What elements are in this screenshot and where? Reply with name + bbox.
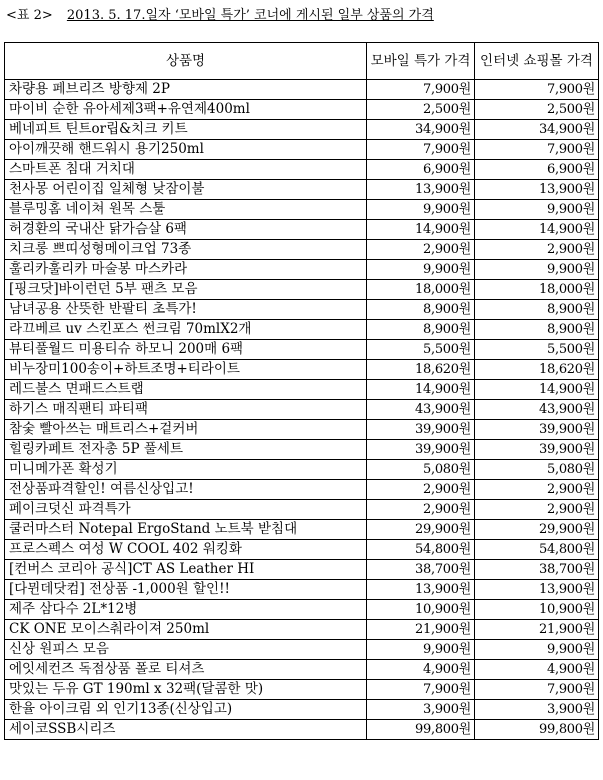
online-price-cell: 29,900원 <box>475 520 599 540</box>
online-price-cell: 7,900원 <box>475 680 599 700</box>
header-online-price: 인터넷 쇼핑몰 가격 <box>475 43 599 80</box>
table-row <box>5 600 599 620</box>
mobile-price-cell: 5,500원 <box>367 340 475 360</box>
header-mobile-price: 모바일 특가 가격 <box>367 43 475 80</box>
table-title: 2013. 5. 17.일자 ‘모바일 특가’ 코너에 게시된 일부 상품의 가격 <box>66 8 434 23</box>
product-name-cell: 차량용 페브리즈 방향제 2P <box>5 80 367 100</box>
product-name-cell: 세이코SSB시리즈 <box>5 720 367 740</box>
product-name-cell: 미니메가폰 확성기 <box>5 460 367 480</box>
mobile-price-cell: 8,900원 <box>367 320 475 340</box>
product-name-cell: CK ONE 모이스춰라이져 250ml <box>5 620 367 640</box>
mobile-price-cell: 3,900원 <box>367 700 475 720</box>
table-row <box>5 300 599 320</box>
table-row <box>5 660 599 680</box>
mobile-price-cell: 7,900원 <box>367 80 475 100</box>
product-name-cell: 프로스펙스 여성 W COOL 402 워킹화 <box>5 540 367 560</box>
product-name-cell: [다뮌데닷컴] 전상품 -1,000원 할인!! <box>5 580 367 600</box>
table-row <box>5 100 599 120</box>
product-name-cell: [컨버스 코리아 공식]CT AS Leather HI <box>5 560 367 580</box>
table-row <box>5 620 599 640</box>
online-price-cell: 34,900원 <box>475 120 599 140</box>
table-row <box>5 700 599 720</box>
header-product-name: 상품명 <box>5 43 367 80</box>
online-price-cell: 5,500원 <box>475 340 599 360</box>
product-name-cell: 스마트폰 침대 거치대 <box>5 160 367 180</box>
online-price-cell: 9,900원 <box>475 640 599 660</box>
mobile-price-cell: 34,900원 <box>367 120 475 140</box>
product-name-cell: 허경환의 국내산 닭가슴살 6팩 <box>5 220 367 240</box>
online-price-cell: 2,900원 <box>475 500 599 520</box>
product-name-cell: 마이비 순한 유아세제3팩+유연제400ml <box>5 100 367 120</box>
online-price-cell: 14,900원 <box>475 220 599 240</box>
product-name-cell: 아이깨끗해 핸드워시 용기250ml <box>5 140 367 160</box>
product-name-cell: 페이크덧신 파격특가 <box>5 500 367 520</box>
mobile-price-cell: 9,900원 <box>367 260 475 280</box>
product-name-cell: 뷰티풀월드 미용티슈 하모니 200매 6팩 <box>5 340 367 360</box>
mobile-price-cell: 13,900원 <box>367 580 475 600</box>
mobile-price-cell: 6,900원 <box>367 160 475 180</box>
product-name-cell: 쿨러마스터 Notepal ErgoStand 노트북 받침대 <box>5 520 367 540</box>
mobile-price-cell: 38,700원 <box>367 560 475 580</box>
mobile-price-cell: 5,080원 <box>367 460 475 480</box>
table-row <box>5 540 599 560</box>
online-price-cell: 9,900원 <box>475 260 599 280</box>
online-price-cell: 2,900원 <box>475 240 599 260</box>
online-price-cell: 39,900원 <box>475 440 599 460</box>
table-row <box>5 280 599 300</box>
table-row <box>5 720 599 740</box>
mobile-price-cell: 10,900원 <box>367 600 475 620</box>
mobile-price-cell: 7,900원 <box>367 680 475 700</box>
online-price-cell: 13,900원 <box>475 180 599 200</box>
product-name-cell: 제주 삼다수 2L*12병 <box>5 600 367 620</box>
online-price-cell: 13,900원 <box>475 580 599 600</box>
mobile-price-cell: 7,900원 <box>367 140 475 160</box>
online-price-cell: 2,500원 <box>475 100 599 120</box>
product-name-cell: 참숯 빨아쓰는 매트리스+겉커버 <box>5 420 367 440</box>
online-price-cell: 8,900원 <box>475 300 599 320</box>
mobile-price-cell: 14,900원 <box>367 380 475 400</box>
mobile-price-cell: 39,900원 <box>367 420 475 440</box>
table-body <box>5 80 599 740</box>
online-price-cell: 5,080원 <box>475 460 599 480</box>
product-name-cell: [핑크닷]바이런던 5부 팬츠 모음 <box>5 280 367 300</box>
table-row <box>5 440 599 460</box>
mobile-price-cell: 18,620원 <box>367 360 475 380</box>
table-row <box>5 340 599 360</box>
product-name-cell: 에잇세컨즈 독점상품 폴로 티셔츠 <box>5 660 367 680</box>
table-row <box>5 580 599 600</box>
online-price-cell: 8,900원 <box>475 320 599 340</box>
mobile-price-cell: 2,500원 <box>367 100 475 120</box>
table-row <box>5 460 599 480</box>
mobile-price-cell: 18,000원 <box>367 280 475 300</box>
table-row <box>5 480 599 500</box>
product-name-cell: 레드불스 면패드스트랩 <box>5 380 367 400</box>
price-table <box>4 42 599 740</box>
product-name-cell: 비누장미100송이+하트조명+티라이트 <box>5 360 367 380</box>
table-row <box>5 420 599 440</box>
header-row <box>5 43 599 80</box>
mobile-price-cell: 2,900원 <box>367 500 475 520</box>
table-row <box>5 240 599 260</box>
product-name-cell: 치크롱 쁘띠성형메이크업 73종 <box>5 240 367 260</box>
table-row <box>5 180 599 200</box>
table-row <box>5 560 599 580</box>
mobile-price-cell: 13,900원 <box>367 180 475 200</box>
online-price-cell: 21,900원 <box>475 620 599 640</box>
table-row <box>5 220 599 240</box>
product-name-cell: 남녀공용 산뜻한 반팔티 초특가! <box>5 300 367 320</box>
table-row <box>5 680 599 700</box>
table-row <box>5 160 599 180</box>
online-price-cell: 54,800원 <box>475 540 599 560</box>
mobile-price-cell: 43,900원 <box>367 400 475 420</box>
product-name-cell: 블루밍홈 네이쳐 원목 스툴 <box>5 200 367 220</box>
product-name-cell: 훌리카훌리카 마술봉 마스카라 <box>5 260 367 280</box>
online-price-cell: 7,900원 <box>475 140 599 160</box>
table-row <box>5 320 599 340</box>
online-price-cell: 4,900원 <box>475 660 599 680</box>
table-row <box>5 500 599 520</box>
online-price-cell: 9,900원 <box>475 200 599 220</box>
table-row <box>5 640 599 660</box>
product-name-cell: 천사몽 어린이집 일체형 낮잠이불 <box>5 180 367 200</box>
online-price-cell: 10,900원 <box>475 600 599 620</box>
mobile-price-cell: 29,900원 <box>367 520 475 540</box>
table-row <box>5 140 599 160</box>
table-number: <표 2> <box>6 8 53 23</box>
table-row <box>5 520 599 540</box>
table-row <box>5 400 599 420</box>
table-row <box>5 260 599 280</box>
mobile-price-cell: 21,900원 <box>367 620 475 640</box>
online-price-cell: 6,900원 <box>475 160 599 180</box>
product-name-cell: 전상품파격할인! 여름신상입고! <box>5 480 367 500</box>
mobile-price-cell: 14,900원 <box>367 220 475 240</box>
product-name-cell: 하기스 매직팬티 파티팩 <box>5 400 367 420</box>
online-price-cell: 2,900원 <box>475 480 599 500</box>
online-price-cell: 99,800원 <box>475 720 599 740</box>
online-price-cell: 3,900원 <box>475 700 599 720</box>
table-row <box>5 120 599 140</box>
online-price-cell: 43,900원 <box>475 400 599 420</box>
online-price-cell: 14,900원 <box>475 380 599 400</box>
product-name-cell: 힐링카페트 전자총 5P 풀세트 <box>5 440 367 460</box>
online-price-cell: 39,900원 <box>475 420 599 440</box>
mobile-price-cell: 8,900원 <box>367 300 475 320</box>
product-name-cell: 라끄베르 uv 스킨포스 썬크림 70mlX2개 <box>5 320 367 340</box>
mobile-price-cell: 9,900원 <box>367 200 475 220</box>
online-price-cell: 38,700원 <box>475 560 599 580</box>
mobile-price-cell: 9,900원 <box>367 640 475 660</box>
mobile-price-cell: 39,900원 <box>367 440 475 460</box>
product-name-cell: 한율 아이크림 외 인기13종(신상입고) <box>5 700 367 720</box>
online-price-cell: 7,900원 <box>475 80 599 100</box>
online-price-cell: 18,000원 <box>475 280 599 300</box>
table-row <box>5 380 599 400</box>
online-price-cell: 18,620원 <box>475 360 599 380</box>
table-row <box>5 80 599 100</box>
mobile-price-cell: 2,900원 <box>367 480 475 500</box>
mobile-price-cell: 4,900원 <box>367 660 475 680</box>
mobile-price-cell: 99,800원 <box>367 720 475 740</box>
product-name-cell: 신상 원피스 모음 <box>5 640 367 660</box>
product-name-cell: 맛있는 두유 GT 190ml x 32팩(달콤한 맛) <box>5 680 367 700</box>
mobile-price-cell: 2,900원 <box>367 240 475 260</box>
table-row <box>5 360 599 380</box>
product-name-cell: 베네피트 틴트or립&치크 키트 <box>5 120 367 140</box>
table-caption <box>6 4 434 23</box>
mobile-price-cell: 54,800원 <box>367 540 475 560</box>
table-row <box>5 200 599 220</box>
